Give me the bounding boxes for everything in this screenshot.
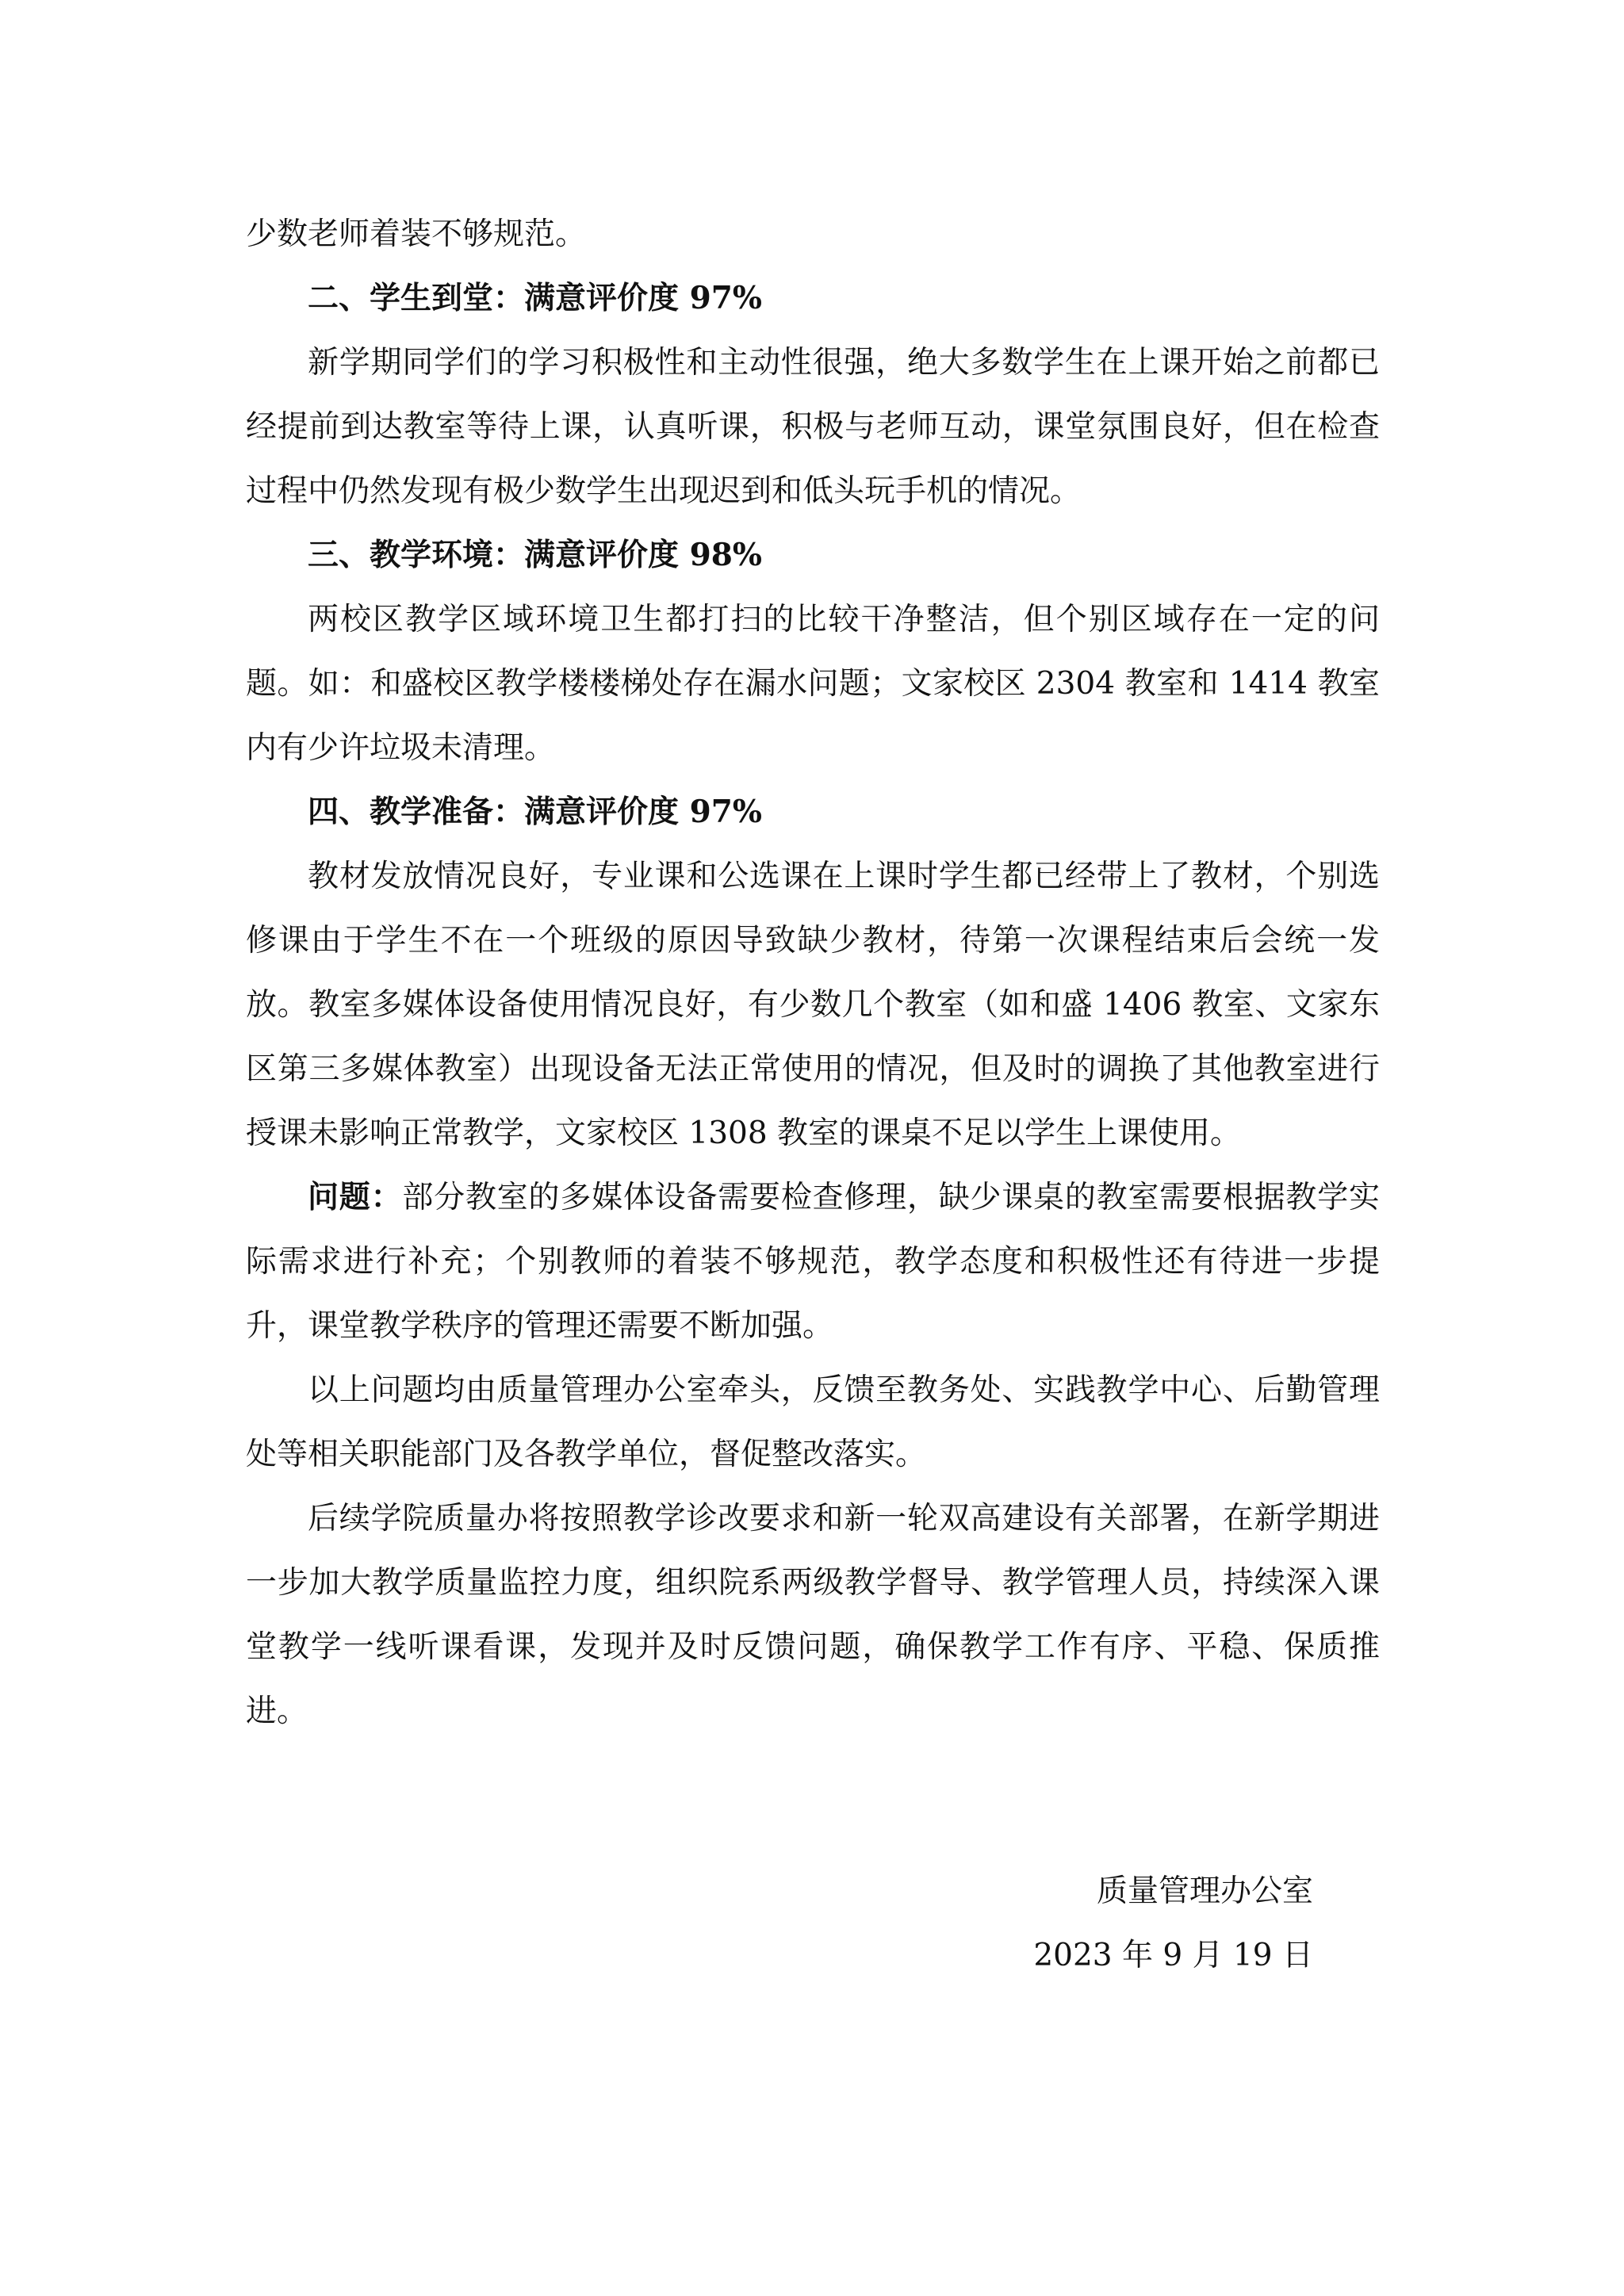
paragraph-follow-up: 后续学院质量办将按照教学诊改要求和新一轮双高建设有关部署，在新学期进一步加大教学质量监控力度，组织院系两级教学督导、教学管理人员，持续深入课堂教学一线听课看课，发现并及时反馈问题，确保教学工作有序、平稳、保质推进。 xyxy=(246,1501,1380,1729)
paragraph-teaching-preparation: 教材发放情况良好，专业课和公选课在上课时学生都已经带上了教材，个别选修课由于学生不在一个班级的原因导致缺少教材，待第一次课程结束后会统一发放。教室多媒体设备使用情况良好，有少数几个教室（如和盛 1406 教室、文家东区第三多媒体教室）出现设备无法正常使用的情况，但及时的调换了其他教室进行授课未影响正常教学，文家校区 1308 教室的课桌不足以学生上课使用。 xyxy=(246,859,1380,1151)
problems-text: 部分教室的多媒体设备需要检查修理，缺少课桌的教室需要根据教学实际需求进行补充；个别教师的着装不够规范，教学态度和积极性还有待进一步提升，课堂教学秩序的管理还需要不断加强。 xyxy=(246,1180,1380,1344)
section-heading-teaching-environment: 三、教学环境：满意评价度 98% xyxy=(308,537,762,573)
section-heading-teaching-preparation: 四、教学准备：满意评价度 97% xyxy=(308,794,762,830)
paragraph-teacher-attire: 少数老师着装不够规范。 xyxy=(246,216,587,252)
document-body xyxy=(246,202,1380,1743)
paragraph-teaching-environment: 两校区教学区域环境卫生都打扫的比较干净整洁，但个别区域存在一定的问题。如：和盛校区教学楼楼梯处存在漏水问题；文家校区 2304 教室和 1414 教室内有少许垃圾未清理。 xyxy=(246,602,1380,766)
signature-department: 质量管理办公室 xyxy=(1096,1873,1313,1909)
signature-date: 2023 年 9 月 19 日 xyxy=(1033,1938,1313,1973)
section-heading-student-attendance: 二、学生到堂：满意评价度 97% xyxy=(308,280,762,316)
paragraph-problems xyxy=(246,1165,1380,1358)
problems-label: 问题： xyxy=(308,1179,403,1215)
paragraph-student-attendance: 新学期同学们的学习积极性和主动性很强，绝大多数学生在上课开始之前都已经提前到达教室等待上课，认真听课，积极与老师互动，课堂氛围良好，但在检查过程中仍然发现有极少数学生出现迟到和低头玩手机的情况。 xyxy=(246,345,1380,509)
paragraph-feedback: 以上问题均由质量管理办公室牵头，反馈至教务处、实践教学中心、后勤管理处等相关职能部门及各教学单位，督促整改落实。 xyxy=(246,1372,1380,1472)
